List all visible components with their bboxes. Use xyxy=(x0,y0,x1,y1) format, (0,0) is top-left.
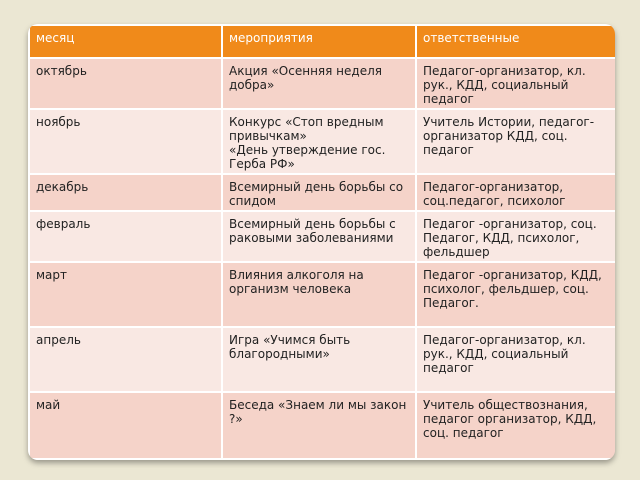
month-text: декабрь xyxy=(36,180,89,194)
event-text: Всемирный день борьбы со спидом xyxy=(229,180,404,208)
event-text: Беседа «Знаем ли мы закон ?» xyxy=(229,398,407,426)
table-row xyxy=(29,327,615,392)
events-table-container xyxy=(28,24,615,460)
responsible-cell xyxy=(416,174,615,211)
event-cell xyxy=(222,262,416,327)
month-text: март xyxy=(36,268,68,282)
event-cell xyxy=(222,327,416,392)
month-text: апрель xyxy=(36,333,81,347)
event-text: Акция «Осенняя неделя добра» xyxy=(229,64,382,92)
header-month: месяц xyxy=(29,25,222,58)
table-row xyxy=(29,392,615,459)
table-row xyxy=(29,58,615,109)
month-text: октябрь xyxy=(36,64,87,78)
responsible-text: Учитель обществознания, педагог организатор, КДД, соц. педагог xyxy=(423,398,597,440)
event-cell xyxy=(222,174,416,211)
events-table xyxy=(28,24,615,460)
event-text: Игра «Учимся быть благородными» xyxy=(229,333,351,361)
responsible-text: Педагог-организатор, кл. рук., КДД, социальный педагог xyxy=(423,64,586,106)
responsible-cell xyxy=(416,262,615,327)
responsible-text: Педагог -организатор, соц. Педагог, КДД, психолог, фельдшер xyxy=(423,217,597,259)
responsible-cell xyxy=(416,109,615,174)
month-cell xyxy=(29,392,222,459)
table-header-row xyxy=(29,25,615,58)
table-row xyxy=(29,109,615,174)
event-text: Конкурс «Стоп вредным привычкам» «День утверждение гос. Герба РФ» xyxy=(229,115,386,171)
month-cell xyxy=(29,211,222,262)
event-text: Влияния алкоголя на организм человека xyxy=(229,268,364,296)
event-cell xyxy=(222,392,416,459)
header-events: мероприятия xyxy=(222,25,416,58)
table-row xyxy=(29,211,615,262)
month-text: февраль xyxy=(36,217,91,231)
responsible-cell xyxy=(416,327,615,392)
month-cell xyxy=(29,58,222,109)
responsible-cell xyxy=(416,392,615,459)
header-responsible: ответственные xyxy=(416,25,615,58)
month-text: май xyxy=(36,398,61,412)
responsible-text: Педагог-организатор, соц.педагог, психолог xyxy=(423,180,566,208)
responsible-text: Педагог-организатор, кл. рук., КДД, социальный педагог xyxy=(423,333,586,375)
event-cell xyxy=(222,109,416,174)
responsible-cell xyxy=(416,58,615,109)
responsible-cell xyxy=(416,211,615,262)
responsible-text: Педагог -организатор, КДД, психолог, фельдшер, соц. Педагог. xyxy=(423,268,602,310)
month-cell xyxy=(29,174,222,211)
table-row xyxy=(29,174,615,211)
event-cell xyxy=(222,211,416,262)
responsible-text: Учитель Истории, педагог-организатор КДД, соц. педагог xyxy=(423,115,595,157)
table-row xyxy=(29,262,615,327)
event-cell xyxy=(222,58,416,109)
month-cell xyxy=(29,327,222,392)
month-cell xyxy=(29,109,222,174)
event-text: Всемирный день борьбы с раковыми заболеваниями xyxy=(229,217,396,245)
month-text: ноябрь xyxy=(36,115,81,129)
month-cell xyxy=(29,262,222,327)
